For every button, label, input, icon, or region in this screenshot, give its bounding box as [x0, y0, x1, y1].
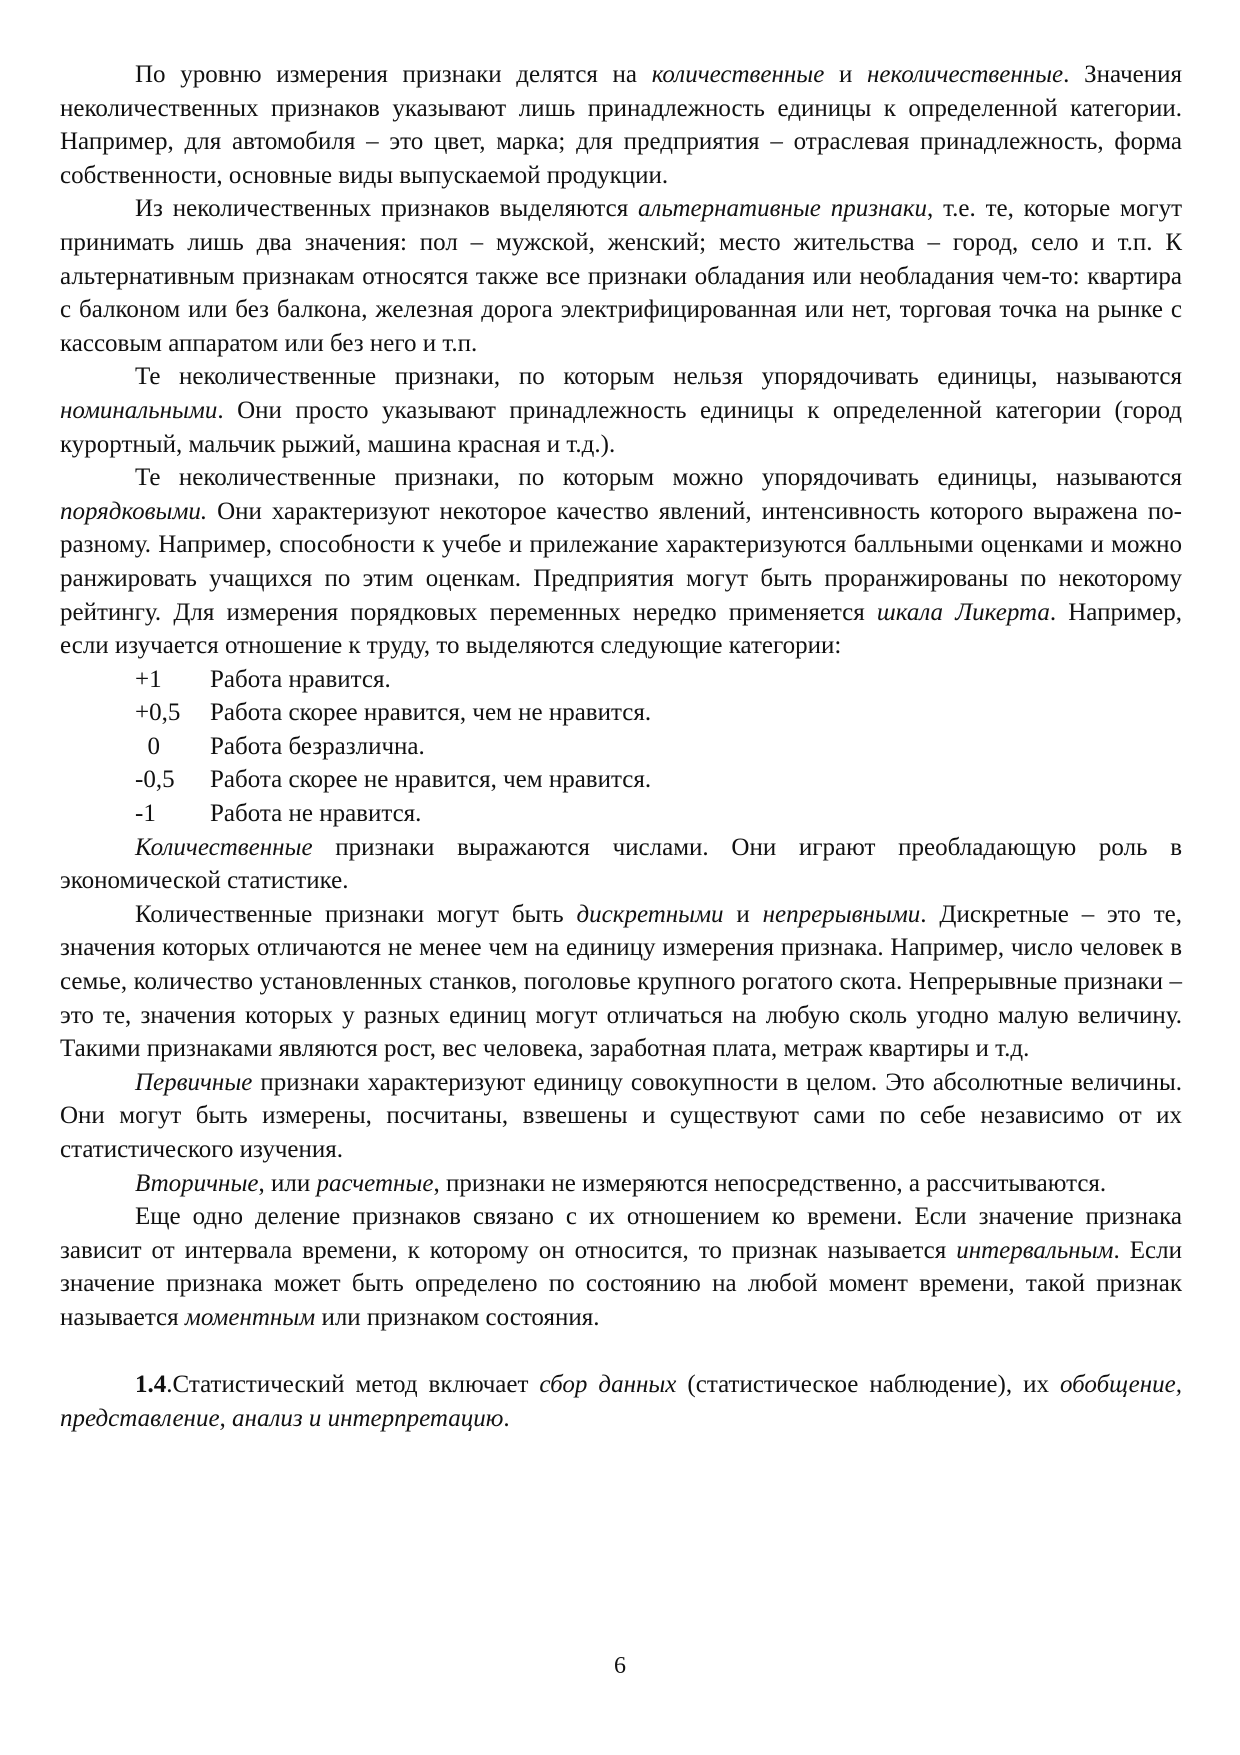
likert-scale-list	[60, 663, 1182, 831]
term-moment: моментным	[184, 1303, 316, 1331]
paragraph-discrete-continuous: Количественные признаки могут быть дискретными и непрерывными. Дискретные – это те, значения которых отличаются не менее чем на единицу измерения признака. Например, число человек в семье, количество установленных станков, поголовье крупного рогатого скота. Непрерывные признаки – это те, значения которых у разных единиц могут отличаться на любую сколь угодно малую величину. Такими признаками являются рост, вес человека, заработная плата, метраж квартиры и т.д.	[60, 900, 1182, 1063]
likert-value: -1	[135, 800, 156, 828]
likert-value: 0	[135, 732, 160, 760]
term-interval: интервальным	[956, 1236, 1114, 1264]
likert-value: +1	[135, 665, 162, 693]
paragraph-measurement-levels: По уровню измерения признаки делятся на количественные и неколичественные. Значения неколичественных признаков указывают лишь принадлежность единицы к определенной категории. Например, для автомобиля – это цвет, марка; для предприятия – отраслевая принадлежность, форма собственности, основные виды выпускаемой продукции.	[60, 61, 1182, 189]
list-item	[60, 763, 1182, 797]
paragraph-ordinal: Те неколичественные признаки, по которым можно упорядочивать единицы, называются порядковыми. Они характеризуют некоторое качество явлений, интенсивность которого выражена по-разному. Например, способности к учебе и прилежание характеризуются балльными оценками и можно ранжировать учащихся по этим оценкам. Предприятия могут быть проранжированы по некоторому рейтингу. Для измерения порядковых переменных нередко применяется шкала Ликерта. Например, если изучается отношение к труду, то выделяются следующие категории:	[60, 464, 1182, 660]
term-alternative-attributes: альтернативные признаки	[638, 195, 928, 223]
term-continuous: непрерывными	[762, 900, 921, 928]
likert-value: -0,5	[135, 766, 175, 794]
list-item	[60, 696, 1182, 730]
paragraph-alternative-attributes: Из неколичественных признаков выделяются альтернативные признаки, т.е. те, которые могут принимать лишь два значения: пол – мужской, женский; место жительства – город, село и т.п. К альтернативным признакам относятся также все признаки обладания или необладания чем-то: квартира с балконом или без балкона, железная дорога электрифицированная или нет, торговая точка на рынке с кассовым аппаратом или без него и т.п.	[60, 195, 1182, 357]
paragraph-quantitative: Количественные признаки выражаются числами. Они играют преобладающую роль в экономической статистике.	[60, 833, 1182, 895]
paragraph-time-relation: Еще одно деление признаков связано с их отношением ко времени. Если значение признака зависит от интервала времени, к которому он относится, то признак называется интервальным. Если значение признака может быть определено по состоянию на любой момент времени, такой признак называется моментным или признаком состояния.	[60, 1203, 1182, 1331]
term-primary: Первичные	[135, 1068, 253, 1096]
term-non-quantitative: неколичественные	[867, 61, 1064, 88]
likert-label: Работа нравится.	[210, 665, 391, 693]
term-likert-scale: шкала Ликерта	[876, 598, 1050, 626]
term-quantitative-2: Количественные	[135, 833, 313, 861]
likert-label: Работа скорее нравится, чем не нравится.	[210, 699, 652, 727]
list-item	[60, 663, 1182, 697]
likert-label: Работа не нравится.	[210, 800, 422, 828]
term-calculated: расчетные	[316, 1169, 434, 1197]
paragraph-primary: Первичные признаки характеризуют единицу совокупности в целом. Это абсолютные величины. Они могут быть измерены, посчитаны, взвешены и существуют сами по себе независимо от их статистического изучения.	[60, 1068, 1182, 1163]
term-secondary: Вторичные	[135, 1169, 259, 1197]
page-number: 6	[614, 1653, 626, 1679]
section-number: 1.4	[135, 1371, 167, 1399]
likert-label: Работа скорее не нравится, чем нравится.	[210, 766, 652, 794]
likert-value: +0,5	[135, 699, 181, 727]
term-nominal: номинальными	[60, 396, 218, 424]
paragraph-nominal: Те неколичественные признаки, по которым нельзя упорядочивать единицы, называются номинальными. Они просто указывают принадлежность единицы к определенной категории (город курортный, мальчик рыжий, машина красная и т.д.).	[60, 363, 1182, 458]
term-method-stages: обобщение, представление, анализ и интерпретацию	[60, 1371, 1182, 1432]
list-item	[60, 730, 1182, 764]
term-ordinal: порядковыми.	[60, 497, 208, 525]
paragraph-section-1-4: 1.4.Статистический метод включает сбор данных (статистическое наблюдение), их обобщение, представление, анализ и интерпретацию.	[60, 1371, 1182, 1432]
likert-label: Работа безразлична.	[210, 732, 425, 760]
paragraph-secondary: Вторичные, или расчетные, признаки не измеряются непосредственно, а рассчитываются.	[135, 1169, 1107, 1197]
term-quantitative: количественные	[651, 61, 825, 88]
term-discrete: дискретными	[576, 900, 724, 928]
list-item	[60, 797, 1182, 831]
term-data-collection: сбор данных	[539, 1371, 677, 1399]
blank-line	[60, 1335, 1182, 1369]
